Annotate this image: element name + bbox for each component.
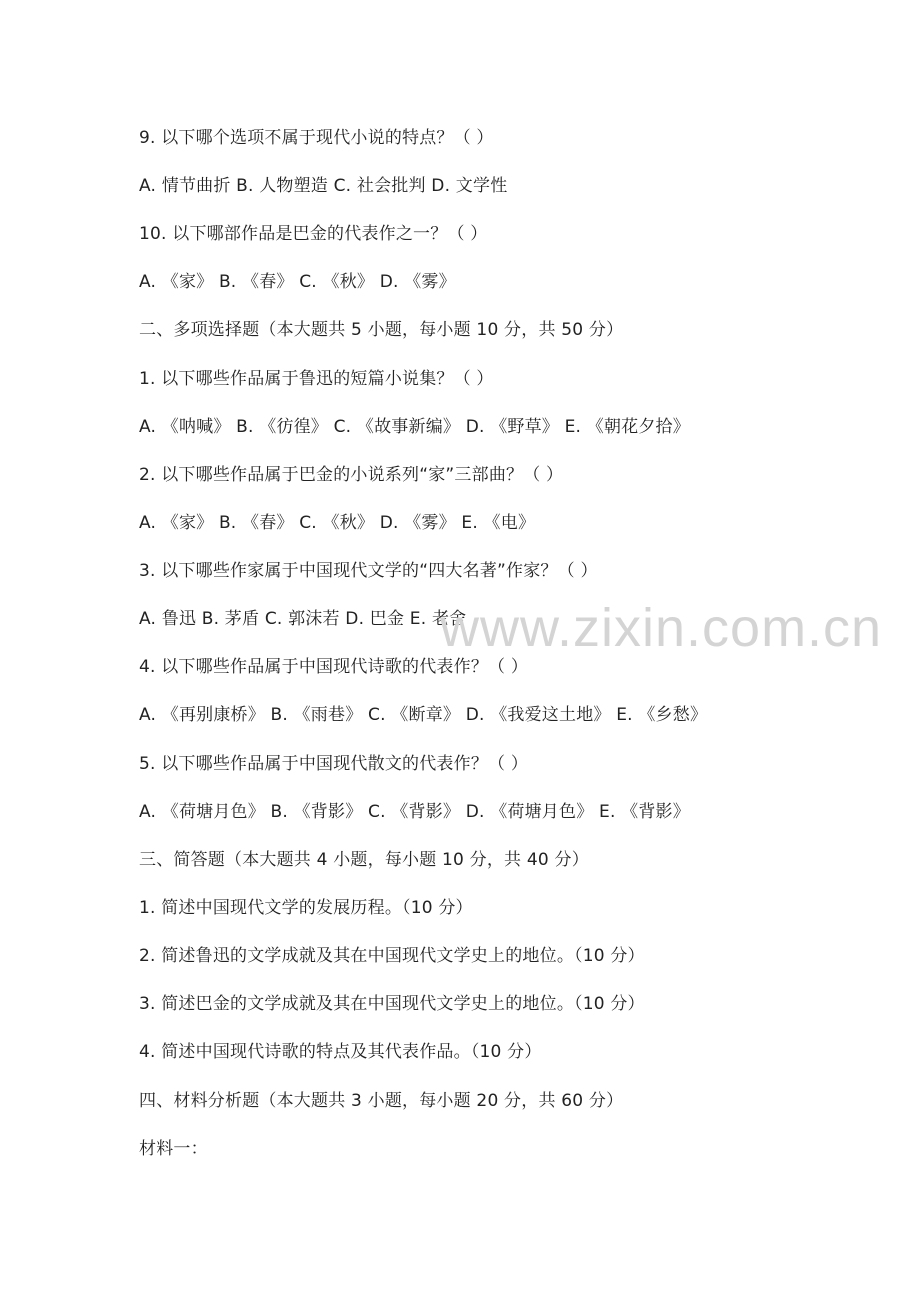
mc-question-1-options: A. 《呐喊》 B. 《彷徨》 C. 《故事新编》 D. 《野草》 E. 《朝花夕拾》 [139,417,690,437]
question-10-options: A. 《家》 B. 《春》 C. 《秋》 D. 《雾》 [139,272,456,292]
mc-question-2-options: A. 《家》 B. 《春》 C. 《秋》 D. 《雾》 E. 《电》 [139,513,536,533]
watermark-text: www.zixin.com.cn [440,598,883,658]
section-heading-multiple-choice: 二、多项选择题（本大题共 5 小题，每小题 10 分，共 50 分） [139,320,624,340]
section-heading-material-analysis: 四、材料分析题（本大题共 3 小题，每小题 20 分，共 60 分） [139,1091,624,1111]
mc-question-3: 3. 以下哪些作家属于中国现代文学的“四大名著”作家？（ ） [139,561,598,581]
mc-question-4: 4. 以下哪些作品属于中国现代诗歌的代表作？（ ） [139,657,529,677]
short-answer-4: 4. 简述中国现代诗歌的特点及其代表作品。（10 分） [139,1042,542,1062]
question-10: 10. 以下哪部作品是巴金的代表作之一？（ ） [139,224,488,244]
mc-question-5-options: A. 《荷塘月色》 B. 《背影》 C. 《背影》 D. 《荷塘月色》 E. 《背影》 [139,802,690,822]
question-9: 9. 以下哪个选项不属于现代小说的特点？（ ） [139,128,494,148]
mc-question-2: 2. 以下哪些作品属于巴金的小说系列“家”三部曲？（ ） [139,465,564,485]
short-answer-2: 2. 简述鲁迅的文学成就及其在中国现代文学史上的地位。（10 分） [139,946,645,966]
mc-question-4-options: A. 《再别康桥》 B. 《雨巷》 C. 《断章》 D. 《我爱这土地》 E. 《乡愁》 [139,705,708,725]
short-answer-1: 1. 简述中国现代文学的发展历程。（10 分） [139,898,473,918]
mc-question-1: 1. 以下哪些作品属于鲁迅的短篇小说集？（ ） [139,369,494,389]
mc-question-5: 5. 以下哪些作品属于中国现代散文的代表作？（ ） [139,754,529,774]
section-heading-short-answer: 三、简答题（本大题共 4 小题，每小题 10 分，共 40 分） [139,850,589,870]
mc-question-3-options: A. 鲁迅 B. 茅盾 C. 郭沫若 D. 巴金 E. 老舍 [139,609,467,629]
material-one-label: 材料一： [139,1139,208,1159]
short-answer-3: 3. 简述巴金的文学成就及其在中国现代文学史上的地位。（10 分） [139,994,645,1014]
question-9-options: A. 情节曲折 B. 人物塑造 C. 社会批判 D. 文学性 [139,176,508,196]
